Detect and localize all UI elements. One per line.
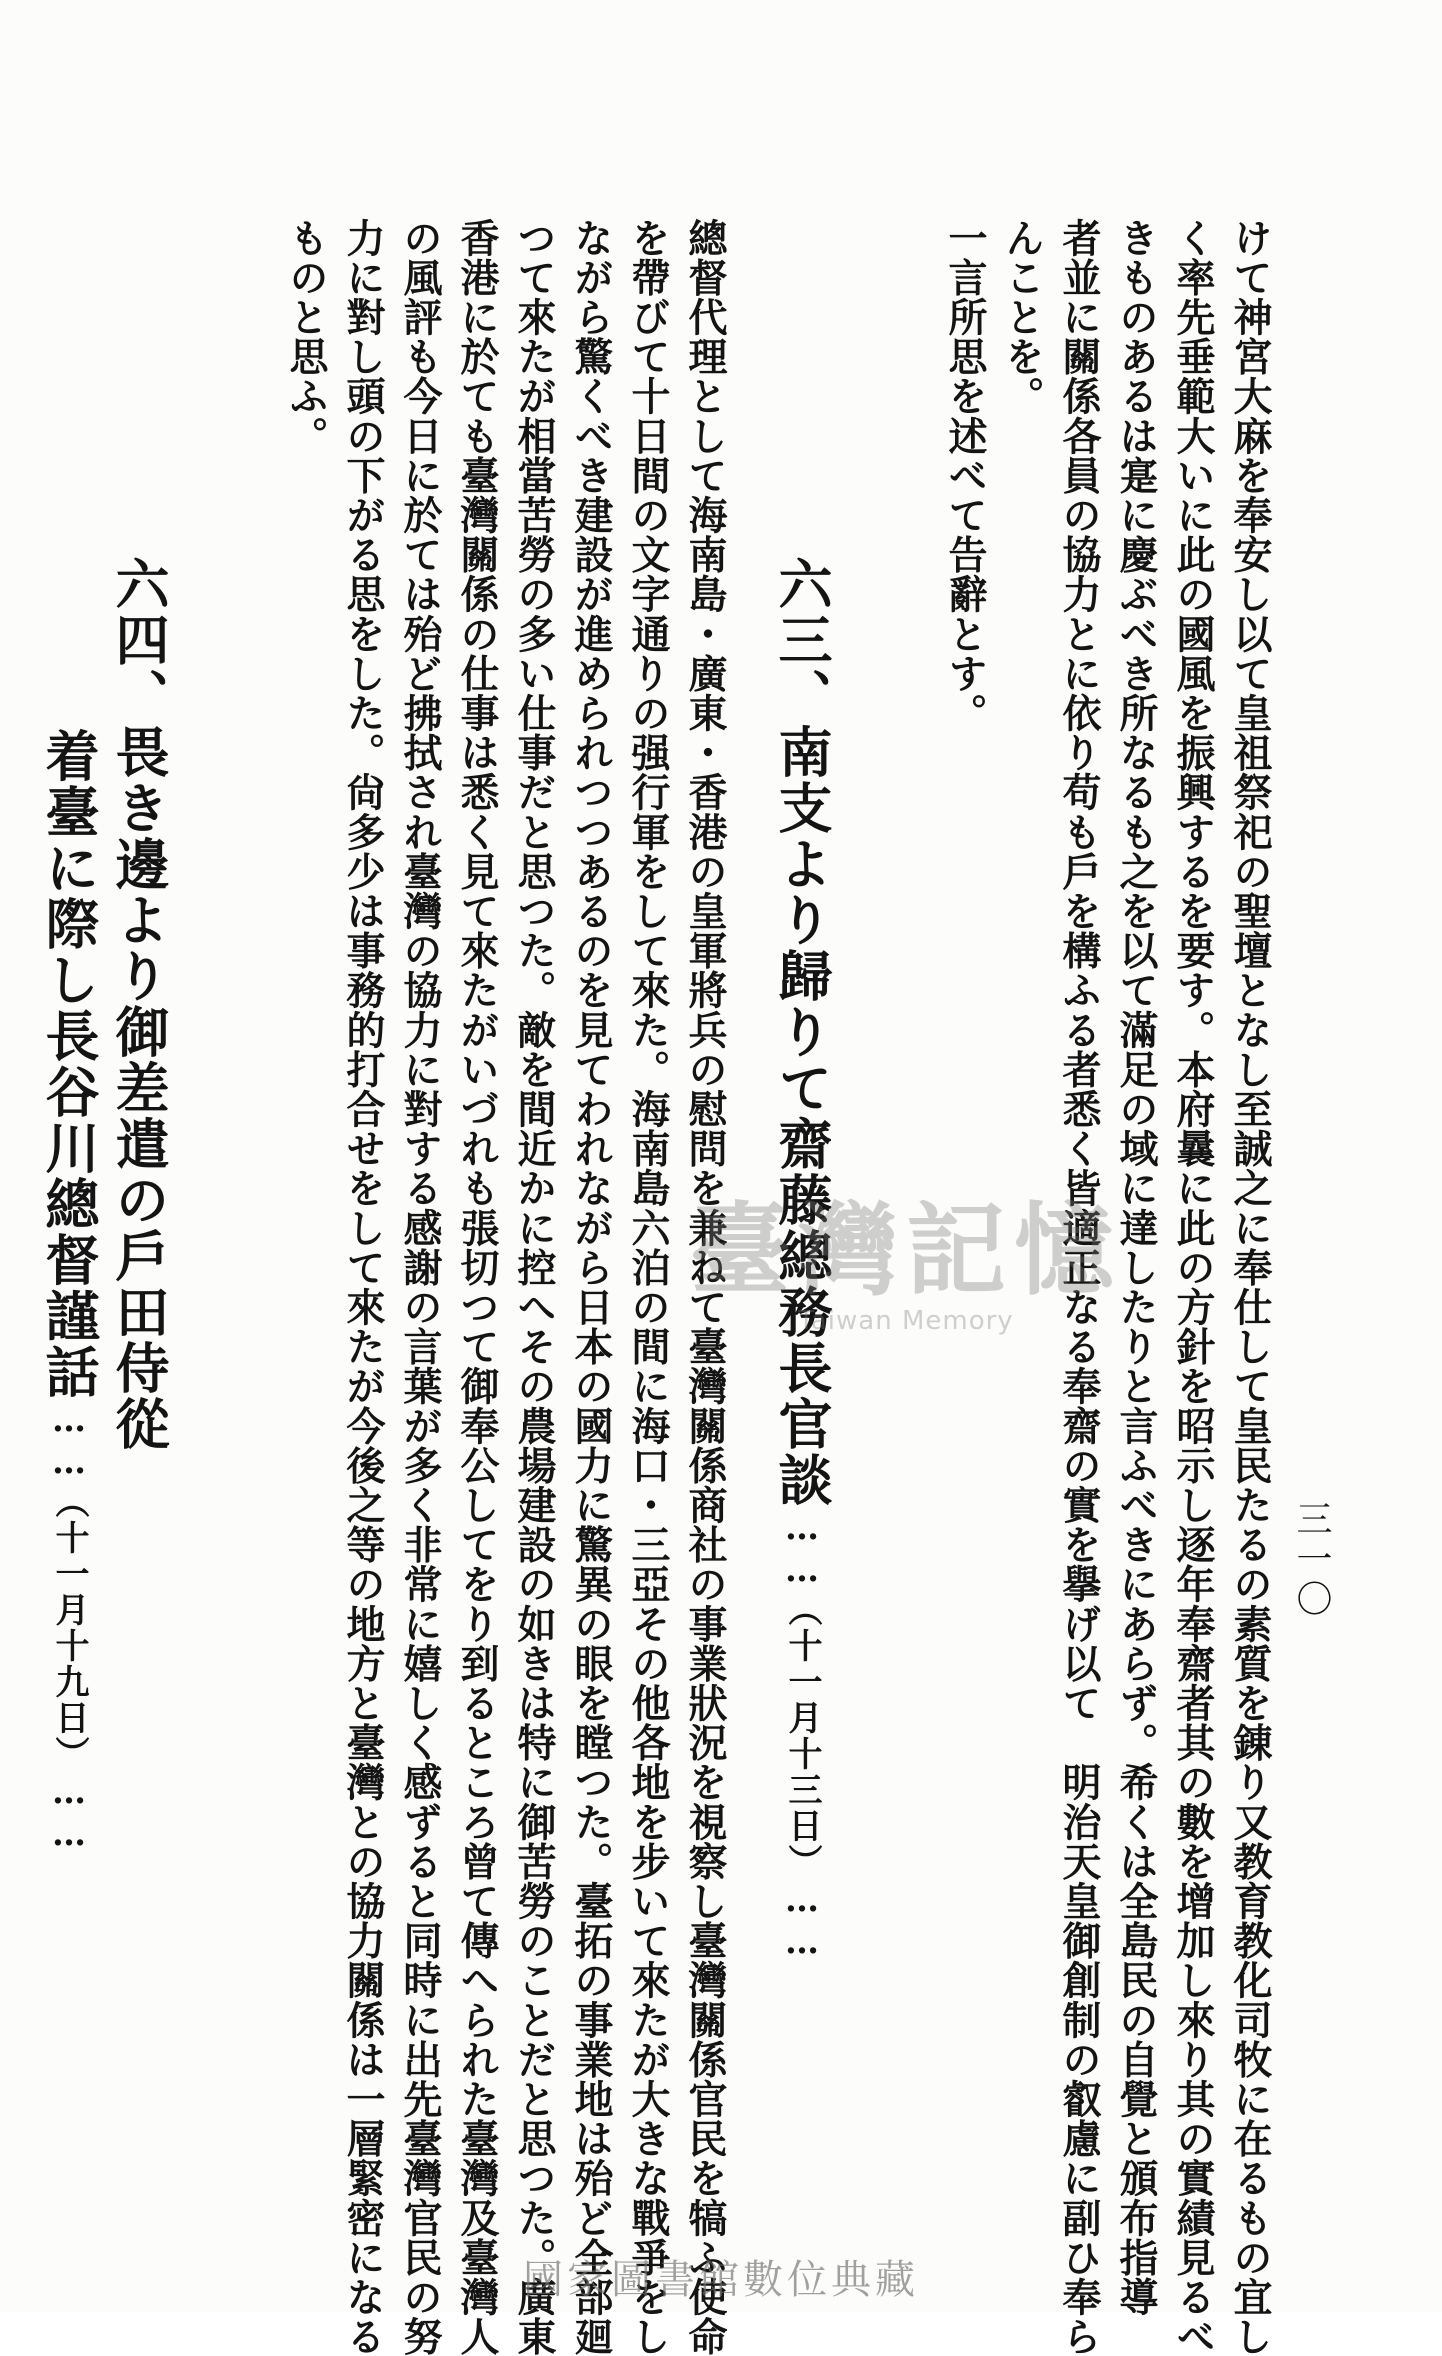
section-heading-64 xyxy=(107,556,171,1452)
text-line: く率先垂範大いに此の國風を振興するを要す。本府曩に此の方針を昭示し逐年奉齋者其の數を增加し來り其の實績見るべ xyxy=(1170,218,1216,2356)
text-line: 一言所思を述べて告辭とす。 xyxy=(942,218,988,733)
section-date: ……（十一月十三日）…… xyxy=(782,1508,822,1964)
section-date: ……（十一月十九日）…… xyxy=(49,1400,89,1856)
section-number: 六四、 xyxy=(107,556,171,724)
text-line: 總督代理として海南島・廣東・香港の皇軍將兵の慰問を兼ねて臺灣關係商社の事業狀況を視察し臺灣關係官民を犒ふ使命 xyxy=(682,218,728,2356)
text-line: 力に對し頭の下がる思をした。尙多少は事務的打合せをして來たが今後之等の地方と臺灣との協力關係は一層緊密になる xyxy=(340,218,386,2356)
text-line: 香港に於ても臺灣關係の仕事は悉く見て來たがいづれも張切つて御奉公してをり到るところ曾て傳へられた臺灣及臺灣人 xyxy=(454,218,500,2356)
text-line: んことを。 xyxy=(999,218,1045,416)
section-number: 六三、 xyxy=(770,556,834,724)
watermark-main: 臺灣記憶 xyxy=(690,1191,1122,1309)
page-number: 三一〇 xyxy=(1291,1500,1332,1620)
watermark-logo xyxy=(690,1170,1122,1336)
text-line: を帶びて十日間の文字通りの强行軍をして來た。海南島六泊の間に海口・三亞その他各地を步いて來たが大きな戰爭をし xyxy=(625,218,671,2356)
text-line: の風評も今日に於ては殆ど拂拭され臺灣の協力に對する感謝の言葉が多く非常に嬉しく感ずると同時に出先臺灣官民の努 xyxy=(397,218,443,2356)
section-title: 南支より歸りて齋藤總務長官談 xyxy=(770,724,834,1508)
text-line: つて來たが相當苦勞の多い仕事だと思つた。敵を間近かに控へその農場建設の如きは特に御苦勞のことだと思つた。廣東 xyxy=(511,218,557,2356)
text-line: ものと思ふ。 xyxy=(283,218,329,456)
text-line: 者並に關係各員の協力とに依り苟も戶を構ふる者悉く皆適正なる奉齋の實を擧げ以て 明治天皇御創制の叡慮に副ひ奉ら xyxy=(1056,218,1102,2356)
text-line: ながら驚くべき建設が進められつつあるのを見てわれながら日本の國力に驚異の眼を瞠つた。臺拓の事業地は殆ど全部廻 xyxy=(568,218,614,2356)
text-line: けて神宮大麻を奉安し以て皇祖祭祀の聖壇となし至誠之に奉仕して皇民たるの素質を錬り又教育教化司牧に在るもの宜し xyxy=(1227,218,1273,2356)
section-title-line1: 畏き邊より御差遣の戶田侍從 xyxy=(107,724,171,1452)
section-title-line2: 着臺に際し長谷川總督謹話 xyxy=(37,728,101,1400)
watermark-sub: Taiwan Memory xyxy=(798,1306,1014,1336)
footer-archive-label: 國家圖書館數位典藏 xyxy=(523,2257,919,2303)
section-heading-64-line2 xyxy=(37,728,101,1856)
text-line: きものあるは寔に慶ぶべき所なるも之を以て滿足の域に達したりと言ふべきにあらず。希くは全島民の自覺と頒布指導 xyxy=(1113,218,1159,2317)
